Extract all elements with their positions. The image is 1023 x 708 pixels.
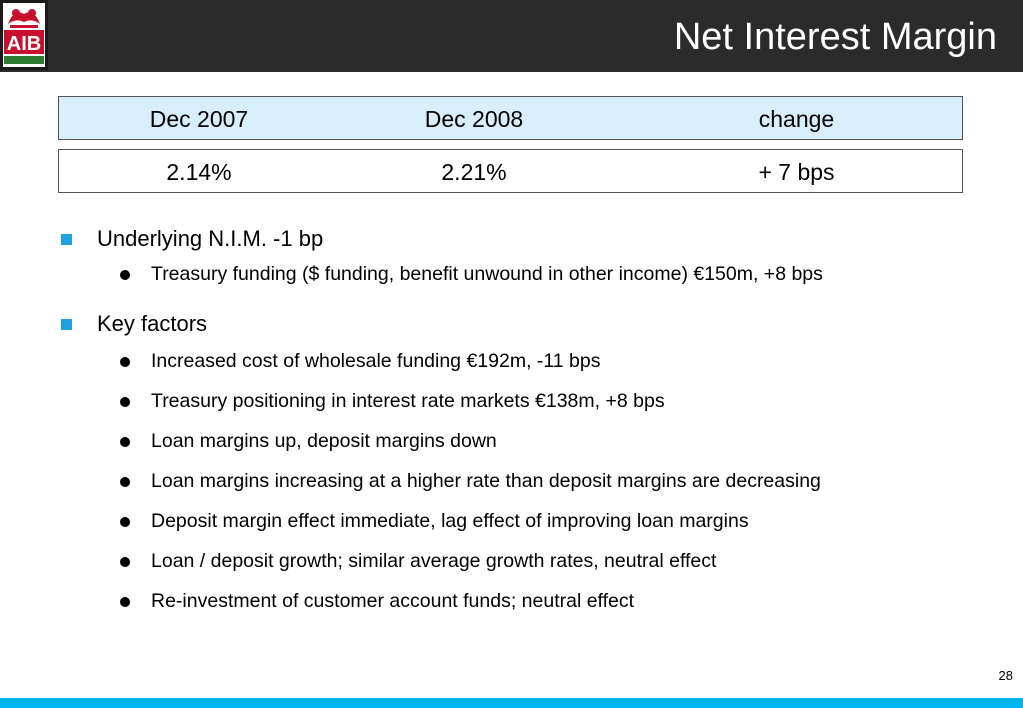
round-bullet-icon — [120, 597, 130, 607]
column-header-change: change — [758, 106, 835, 132]
value-change: + 7 bps — [758, 159, 835, 185]
sub-bullet-treasury-funding: Treasury funding ($ funding, benefit unwound in other income) €150m, +8 bps — [151, 263, 823, 285]
logo-lettering: AIB — [6, 33, 42, 55]
column-header-dec-2007: Dec 2007 — [149, 106, 249, 132]
round-bullet-icon — [120, 437, 130, 447]
sub-bullet-loan-margins-increasing: Loan margins increasing at a higher rate than deposit margins are decreasing — [151, 470, 821, 492]
bullet-key-factors: Key factors — [97, 311, 208, 336]
round-bullet-icon — [120, 517, 130, 527]
bullet-underlying-nim: Underlying N.I.M. -1 bp — [97, 226, 324, 251]
aib-logo-icon — [0, 0, 48, 70]
square-bullet-icon — [61, 319, 72, 330]
square-bullet-icon — [61, 234, 72, 245]
sub-bullet-deposit-margin-effect: Deposit margin effect immediate, lag effect of improving loan margins — [151, 510, 749, 532]
aib-logo — [0, 0, 48, 70]
round-bullet-icon — [120, 357, 130, 367]
footer-accent-bar — [0, 698, 1023, 708]
sub-bullet-treasury-positioning: Treasury positioning in interest rate markets €138m, +8 bps — [151, 390, 665, 412]
sub-bullet-loan-margins-up: Loan margins up, deposit margins down — [151, 430, 497, 452]
round-bullet-icon — [120, 557, 130, 567]
slide-title: Net Interest Margin — [673, 16, 997, 58]
sub-bullet-loan-deposit-growth: Loan / deposit growth; similar average growth rates, neutral effect — [151, 550, 717, 572]
sub-bullet-wholesale-funding: Increased cost of wholesale funding €192m, -11 bps — [151, 350, 601, 372]
table-header-row — [58, 96, 963, 140]
value-dec-2008: 2.21% — [441, 159, 507, 185]
slide-header — [0, 0, 1023, 72]
round-bullet-icon — [120, 477, 130, 487]
column-header-dec-2008: Dec 2008 — [424, 106, 524, 132]
page-number: 28 — [998, 668, 1013, 683]
value-dec-2007: 2.14% — [166, 159, 232, 185]
round-bullet-icon — [120, 270, 130, 280]
sub-bullet-reinvestment: Re-investment of customer account funds; neutral effect — [151, 590, 635, 612]
round-bullet-icon — [120, 397, 130, 407]
table-value-row — [58, 149, 963, 193]
